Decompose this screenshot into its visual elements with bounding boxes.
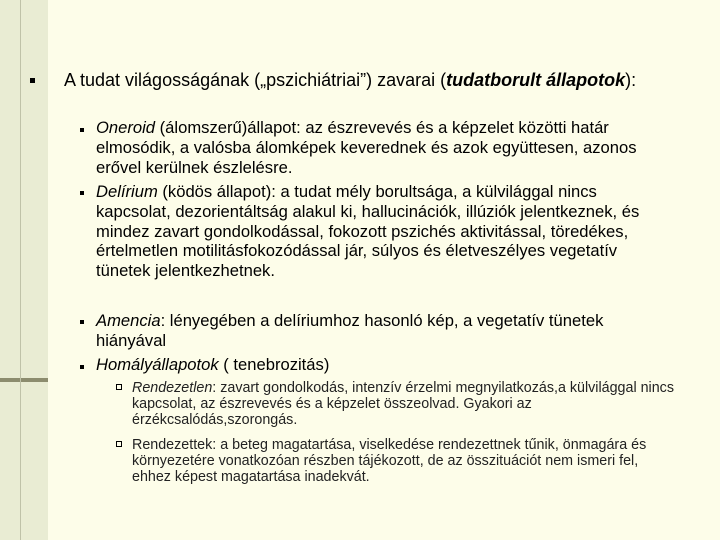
square-bullet-icon (30, 78, 35, 83)
square-bullet-icon (80, 128, 84, 132)
square-bullet-icon (80, 191, 84, 195)
list-item-homalyallapotok: Homályállapotok ( tenebrozitás) (96, 355, 330, 374)
subitem-rendezetlen: Rendezetlen: zavart gondolkodás, intenzív érzelmi megnyilatkozás,a külvilággal nincs kapcsolat, az észrevevés és a képzelet összeolvad. Gyakori az érzékcsalódás,szorongás. (132, 380, 674, 428)
hollow-square-bullet-icon (116, 441, 122, 447)
list-item-amencia: Amencia: lényegében a delíriumhoz hasonló kép, a vegetatív tünetek hiányával (96, 311, 604, 350)
list-item-oneroid: Oneroid (álomszerű)állapot: az észrevevés és a képzelet közötti határ elmosódik, a valósba álomképek keverednek és azok együttesen, azonos erővel kerülnek észlelésre. (96, 118, 637, 177)
square-bullet-icon (80, 320, 84, 324)
main-heading: A tudat világosságának („pszichiátriai”) zavarai (tudatborult állapotok): (64, 70, 637, 90)
hollow-square-bullet-icon (116, 384, 122, 390)
list-item-delirium: Delírium (ködös állapot): a tudat mély borultsága, a külvilággal nincs kapcsolat, dezorientáltság alakul ki, hallucinációk, illúziók jelentkeznek, és mindez zavart gondolkodással, fokozott pszichés aktivitással, töredékes, értelmetlen motilitásfokozódással jár, súlyos és életveszélyes vegetatív tünetek jelentkezhetnek. (96, 182, 640, 281)
heading-bold-term: tudatborult állapotok (446, 70, 626, 90)
subitem-rendezettek: Rendezettek: a beteg magatartása, viselkedése rendezettnek tűnik, önmagára és környezetére vonatkozóan részben tájékozott, de az összituációt nem ismeri fel, ehhez képest magatartása inadekvát. (132, 437, 647, 485)
square-bullet-icon (80, 365, 84, 369)
